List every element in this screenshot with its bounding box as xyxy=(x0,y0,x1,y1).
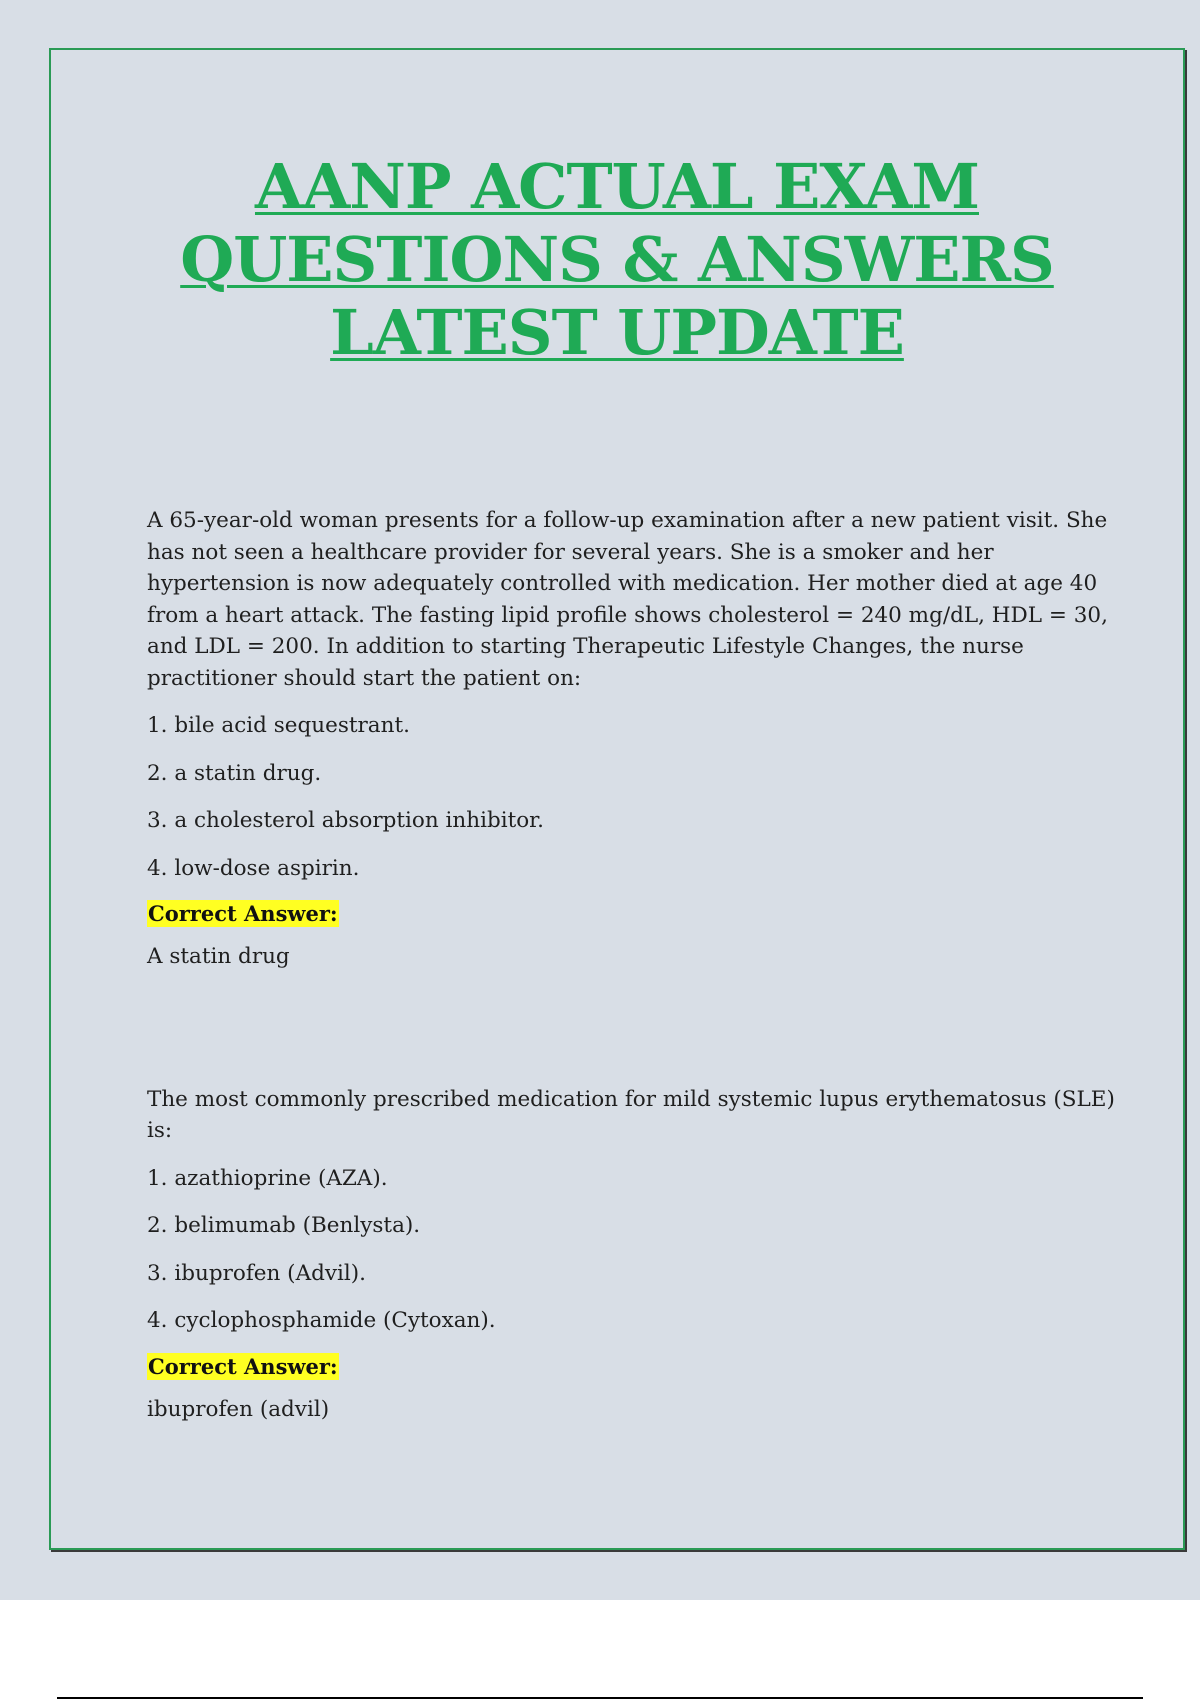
title-line-2: QUESTIONS & ANSWERS xyxy=(180,223,1054,296)
answer-option: 3. ibuprofen (Advil). xyxy=(147,1260,366,1286)
answer-option: 1. azathioprine (AZA). xyxy=(147,1165,388,1191)
question-stem: A 65-year-old woman presents for a follow-up examination after a new patient visit. She has not seen a healthcare provider for several years. She is a smoker and her hypertension is now adequately controlled with medication. Her mother died at age 40 from a heart attack. The fasting lipid profile shows cholesterol = 240 mg/dL, HDL = 30, and LDL = 200. In addition to starting Therapeutic Lifestyle Changes, the nurse practitioner should start the patient on: xyxy=(147,508,1108,691)
answer-option: 4. low-dose aspirin. xyxy=(147,855,360,881)
questions-content xyxy=(147,505,1137,1425)
answer-option: 3. a cholesterol absorption inhibitor. xyxy=(147,808,544,833)
footer-divider xyxy=(57,1697,1143,1699)
answer-option: 2. belimumab (Benlysta). xyxy=(147,1213,421,1238)
question-block-1 xyxy=(147,505,1137,973)
answer-option: 4. cyclophosphamide (Cytoxan). xyxy=(147,1308,496,1333)
question-block-2 xyxy=(147,1084,1137,1426)
correct-answer-label: Correct Answer: xyxy=(148,1353,338,1379)
correct-answer-label: Correct Answer: xyxy=(148,901,338,926)
answer-option: 1. bile acid sequestrant. xyxy=(147,713,410,738)
document-title xyxy=(51,150,1183,369)
page-border-frame xyxy=(49,48,1185,1550)
title-line-3: LATEST UPDATE xyxy=(330,296,904,369)
correct-answer-text: A statin drug xyxy=(147,944,290,969)
answer-option: 2. a statin drug. xyxy=(147,760,322,786)
title-line-1: AANP ACTUAL EXAM xyxy=(254,150,979,223)
correct-answer-text: ibuprofen (advil) xyxy=(147,1396,330,1422)
question-stem: The most commonly prescribed medication for mild systemic lupus erythematosus (SLE) is: xyxy=(147,1086,1115,1143)
